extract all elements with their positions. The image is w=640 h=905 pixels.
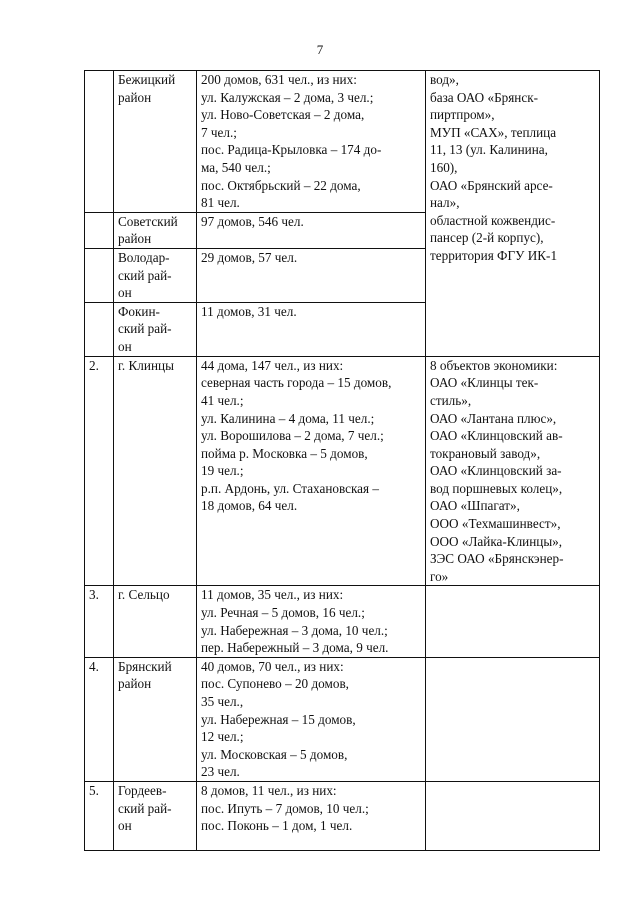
table-row bbox=[85, 356, 600, 586]
homes-cell: 40 домов, 70 чел., из них: пос. Супонево – 20 домов, 35 чел., ул. Набережная – 15 домов, 12 чел.; ул. Московская – 5 домов, 23 чел. bbox=[197, 657, 426, 781]
row-number bbox=[85, 248, 114, 302]
homes-cell: 29 домов, 57 чел. bbox=[197, 248, 426, 302]
table-row bbox=[85, 781, 600, 850]
area-cell: Володар- ский рай- он bbox=[114, 248, 197, 302]
area-cell: Советский район bbox=[114, 212, 197, 248]
area-cell: Бежицкий район bbox=[114, 71, 197, 213]
objects-cell bbox=[426, 586, 600, 657]
area-cell: г. Сельцо bbox=[114, 586, 197, 657]
row-number bbox=[85, 212, 114, 248]
table-row bbox=[85, 71, 600, 213]
homes-cell: 11 домов, 35 чел., из них: ул. Речная – 5 домов, 16 чел.; ул. Набережная – 3 дома, 10 чел.; пер. Набережный – 3 дома, 9 чел. bbox=[197, 586, 426, 657]
page-number: 7 bbox=[316, 42, 324, 57]
objects-cell bbox=[426, 657, 600, 781]
homes-cell: 8 домов, 11 чел., из них: пос. Ипуть – 7 домов, 10 чел.; пос. Поконь – 1 дом, 1 чел. bbox=[197, 781, 426, 850]
area-cell: Гордеев- ский рай- он bbox=[114, 781, 197, 850]
area-cell: г. Клинцы bbox=[114, 356, 197, 586]
table-row bbox=[85, 586, 600, 657]
row-number: 5. bbox=[85, 781, 114, 850]
homes-cell: 97 домов, 546 чел. bbox=[197, 212, 426, 248]
affected-areas-table bbox=[84, 70, 600, 851]
row-number: 4. bbox=[85, 657, 114, 781]
table-row bbox=[85, 657, 600, 781]
objects-cell bbox=[426, 781, 600, 850]
row-number: 2. bbox=[85, 356, 114, 586]
homes-cell: 44 дома, 147 чел., из них: северная часть города – 15 домов, 41 чел.; ул. Калинина – 4 дома, 11 чел.; ул. Ворошилова – 2 дома, 7 чел.; пойма р. Московка – 5 домов, 19 чел.; р.п. Ардонь, ул. Стахановская – 18 домов, 64 чел. bbox=[197, 356, 426, 586]
row-number: 3. bbox=[85, 586, 114, 657]
objects-cell: вод», база ОАО «Брянск- пиртпром», МУП «САХ», теплица 11, 13 (ул. Калинина, 160), ОАО «Брянский арсе- нал», областной кожвендис- пансер (2-й корпус), территория ФГУ ИК-1 bbox=[426, 71, 600, 357]
objects-cell: 8 объектов экономики: ОАО «Клинцы тек- стиль», ОАО «Лантана плюс», ОАО «Клинцовский ав- токрановый завод», ОАО «Клинцовский за- вод поршневых колец», ОАО «Шпагат», ООО «Техмашинвест», ООО «Лайка-Клинцы», ЗЭС ОАО «Брянскэнер- го» bbox=[426, 356, 600, 586]
homes-cell: 200 домов, 631 чел., из них: ул. Калужская – 2 дома, 3 чел.; ул. Ново-Советская – 2 дома, 7 чел.; пос. Радица-Крыловка – 174 до- ма, 540 чел.; пос. Октябрьский – 22 дома, 81 чел. bbox=[197, 71, 426, 213]
area-cell: Фокин- ский рай- он bbox=[114, 302, 197, 356]
area-cell: Брянский район bbox=[114, 657, 197, 781]
homes-cell: 11 домов, 31 чел. bbox=[197, 302, 426, 356]
row-number bbox=[85, 71, 114, 213]
row-number bbox=[85, 302, 114, 356]
